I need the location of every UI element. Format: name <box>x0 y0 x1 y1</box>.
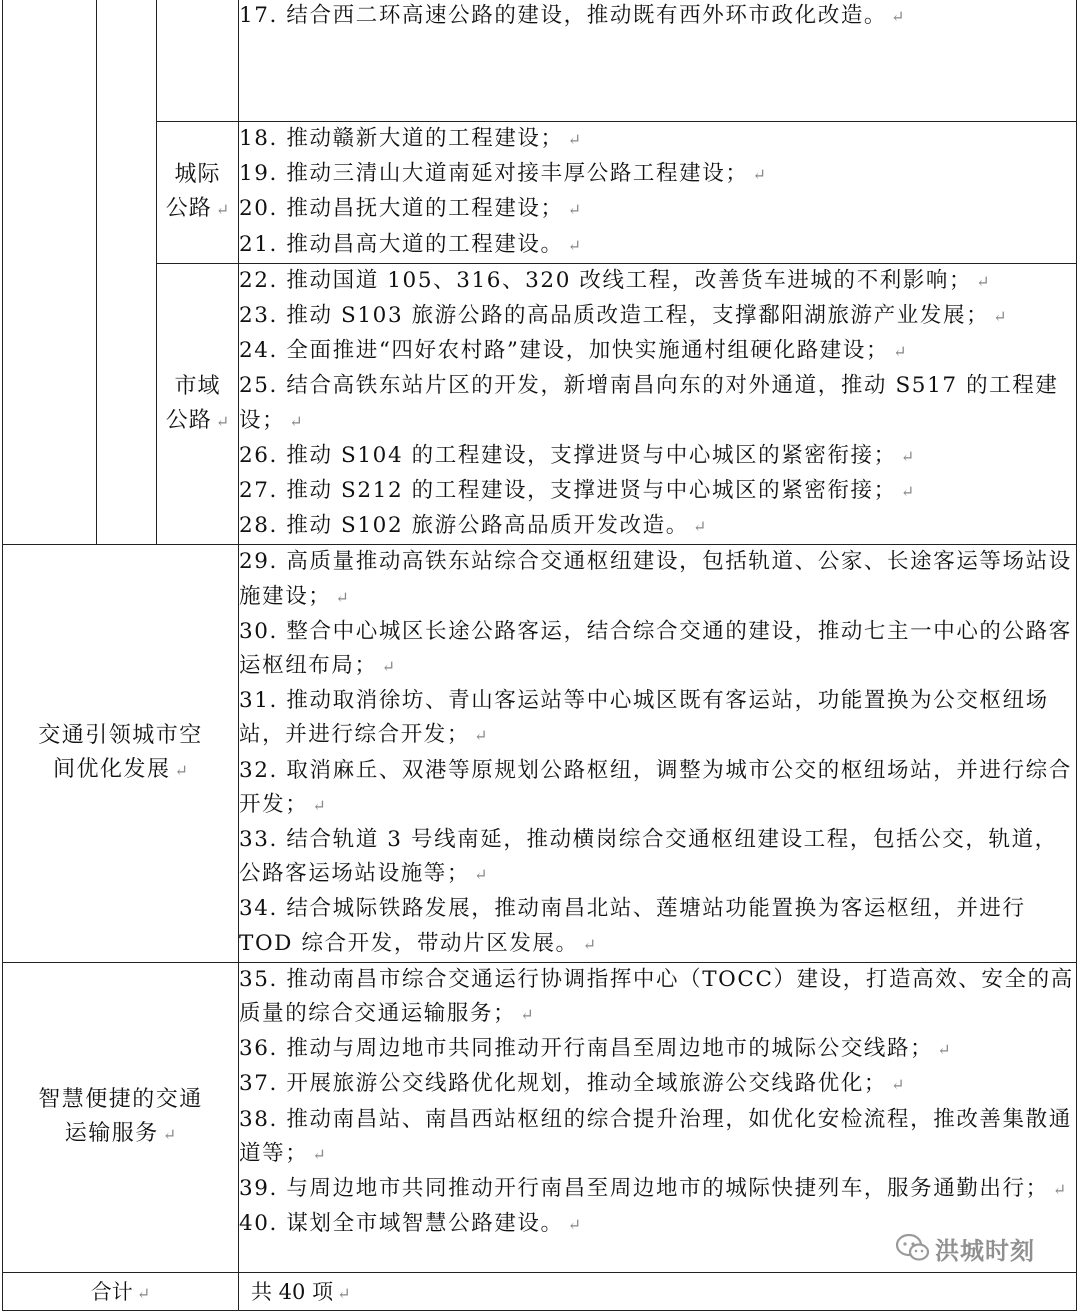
list-item: 31. 推动取消徐坊、青山客运站等中心城区既有客运站，功能置换为公交枢纽场站，并进行综合开发； ↵ <box>239 688 1049 748</box>
list-item: 32. 取消麻丘、双港等原规划公路枢纽，调整为城市公交的枢纽场站，并进行综合开发； ↵ <box>239 757 1072 817</box>
return-mark-icon: ↵ <box>335 587 349 607</box>
list-item: 29. 高质量推动高铁东站综合交通枢纽建设，包括轨道、公家、长途客运等场站设施建设； ↵ <box>239 549 1072 609</box>
return-mark-icon: ↵ <box>312 795 326 815</box>
items-cell <box>239 122 1077 264</box>
list-item: 24. 全面推进“四好农村路”建设，加快实施通村组硬化路建设； ↵ <box>239 338 907 364</box>
label-line: 运输服务 <box>64 1120 159 1146</box>
return-mark-icon: ↵ <box>136 1284 151 1304</box>
list-item: 23. 推动 S103 旅游公路的高品质改造工程，支撑鄱阳湖旅游产业发展； ↵ <box>239 303 1007 329</box>
watermark <box>895 1230 1055 1266</box>
return-mark-icon: ↵ <box>215 411 230 431</box>
return-mark-icon: ↵ <box>893 342 907 362</box>
return-mark-icon: ↵ <box>976 271 990 291</box>
table-row <box>3 1272 1077 1310</box>
list-item: 18. 推动赣新大道的工程建设； ↵ <box>239 126 582 151</box>
label-line: 交通引领城市空 <box>38 723 203 749</box>
return-mark-icon: ↵ <box>692 517 707 537</box>
list-item: 20. 推动昌抚大道的工程建设； ↵ <box>239 196 582 222</box>
table-row <box>3 545 1077 962</box>
return-mark-icon: ↵ <box>993 307 1007 327</box>
list-item: 40. 谋划全市域智慧公路建设。 ↵ <box>239 1211 582 1237</box>
return-mark-icon: ↵ <box>289 411 303 431</box>
return-mark-icon: ↵ <box>567 235 582 255</box>
watermark-text: 洪城时刻 <box>935 1236 1035 1265</box>
list-item: 22. 推动国道 105、316、320 改线工程，改善货车进城的不利影响； ↵ <box>239 267 990 293</box>
intercity-label-cell <box>157 122 239 264</box>
items-cell <box>239 0 1077 122</box>
return-mark-icon: ↵ <box>215 199 230 219</box>
list-item: 26. 推动 S104 的工程建设，支撑进贤与中心城区的紧密衔接； ↵ <box>239 442 915 468</box>
return-mark-icon: ↵ <box>381 657 396 677</box>
spatial-category-label <box>3 545 239 962</box>
label-line: 市域 <box>174 373 221 399</box>
table-row <box>3 0 1077 122</box>
table-row <box>3 962 1077 1272</box>
items-cell <box>239 545 1077 962</box>
return-mark-icon: ↵ <box>891 7 905 26</box>
wechat-icon <box>895 1233 931 1263</box>
empty-label-cell <box>157 0 239 122</box>
list-item: 33. 结合轨道 3 号线南延，推动横岗综合交通枢纽建设工程，包括公交，轨道，公路客运场站设施等； ↵ <box>239 827 1058 887</box>
table-row <box>3 263 1077 545</box>
total-label: 合计 <box>90 1280 133 1305</box>
return-mark-icon: ↵ <box>474 726 488 746</box>
list-item: 17. 结合西二环高速公路的建设，推动既有西外环市政化改造。 ↵ <box>239 3 905 28</box>
return-mark-icon: ↵ <box>174 761 188 781</box>
return-mark-icon: ↵ <box>1052 1180 1067 1200</box>
return-mark-icon: ↵ <box>891 1075 905 1095</box>
return-mark-icon: ↵ <box>900 446 915 466</box>
return-mark-icon: ↵ <box>937 1040 951 1060</box>
return-mark-icon: ↵ <box>312 1144 326 1164</box>
list-item: 25. 结合高铁东站片区的开发，新增南昌向东的对外通道，推动 S517 的工程建设； ↵ <box>239 373 1059 433</box>
return-mark-icon: ↵ <box>567 200 582 220</box>
total-label-cell <box>3 1272 239 1310</box>
list-item: 35. 推动南昌市综合交通运行协调指挥中心（TOCC）建设，打造高效、安全的高质量的综合交通运输服务； ↵ <box>239 966 1074 1027</box>
list-item: 34. 结合城际铁路发展，推动南昌北站、莲塘站功能置换为客运枢纽，并进行 TOD 综合开发，带动片区发展。 ↵ <box>239 896 1026 956</box>
return-mark-icon: ↵ <box>567 1215 582 1235</box>
items-cell <box>239 263 1077 545</box>
total-value-cell <box>239 1272 1077 1310</box>
label-line: 公路 <box>165 195 212 221</box>
label-line: 公路 <box>165 407 212 433</box>
label-line: 城际 <box>174 161 221 187</box>
return-mark-icon: ↵ <box>474 865 488 885</box>
list-item: 39. 与周边地市共同推动开行南昌至周边地市的城际快捷列车，服务通勤出行； ↵ <box>239 1176 1067 1202</box>
label-line: 智慧便捷的交通 <box>38 1086 203 1112</box>
return-mark-icon: ↵ <box>520 1005 534 1025</box>
return-mark-icon: ↵ <box>900 482 915 502</box>
list-item: 28. 推动 S102 旅游公路高品质开发改造。 ↵ <box>239 513 707 539</box>
total-value: 共 40 项 <box>251 1280 334 1305</box>
return-mark-icon: ↵ <box>337 1284 351 1304</box>
return-mark-icon: ↵ <box>752 165 766 185</box>
merged-subcategory-cell <box>97 0 157 545</box>
label-line: 间优化发展 <box>53 757 171 783</box>
return-mark-icon: ↵ <box>582 934 597 954</box>
return-mark-icon: ↵ <box>567 130 582 149</box>
list-item: 36. 推动与周边地市共同推动开行南昌至周边地市的城际公交线路； ↵ <box>239 1036 951 1062</box>
table-row <box>3 122 1077 264</box>
list-item: 19. 推动三清山大道南延对接丰厚公路工程建设； ↵ <box>239 161 766 187</box>
list-item: 21. 推动昌高大道的工程建设。 ↵ <box>239 231 582 257</box>
municipal-label-cell <box>157 263 239 545</box>
list-item: 37. 开展旅游公交线路优化规划，推动全域旅游公交线路优化； ↵ <box>239 1071 905 1097</box>
smart-category-label <box>3 962 239 1272</box>
return-mark-icon: ↵ <box>162 1124 177 1144</box>
list-item: 30. 整合中心城区长途公路客运，结合综合交通的建设，推动七主一中心的公路客运枢纽布局； ↵ <box>239 618 1072 679</box>
list-item: 38. 推动南昌站、南昌西站枢纽的综合提升治理，如优化安检流程，推改善集散通道等； ↵ <box>239 1106 1072 1166</box>
projects-table <box>2 0 1077 1311</box>
list-item: 27. 推动 S212 的工程建设，支撑进贤与中心城区的紧密衔接； ↵ <box>239 478 915 504</box>
merged-category-cell <box>3 0 97 545</box>
items-cell <box>239 962 1077 1272</box>
